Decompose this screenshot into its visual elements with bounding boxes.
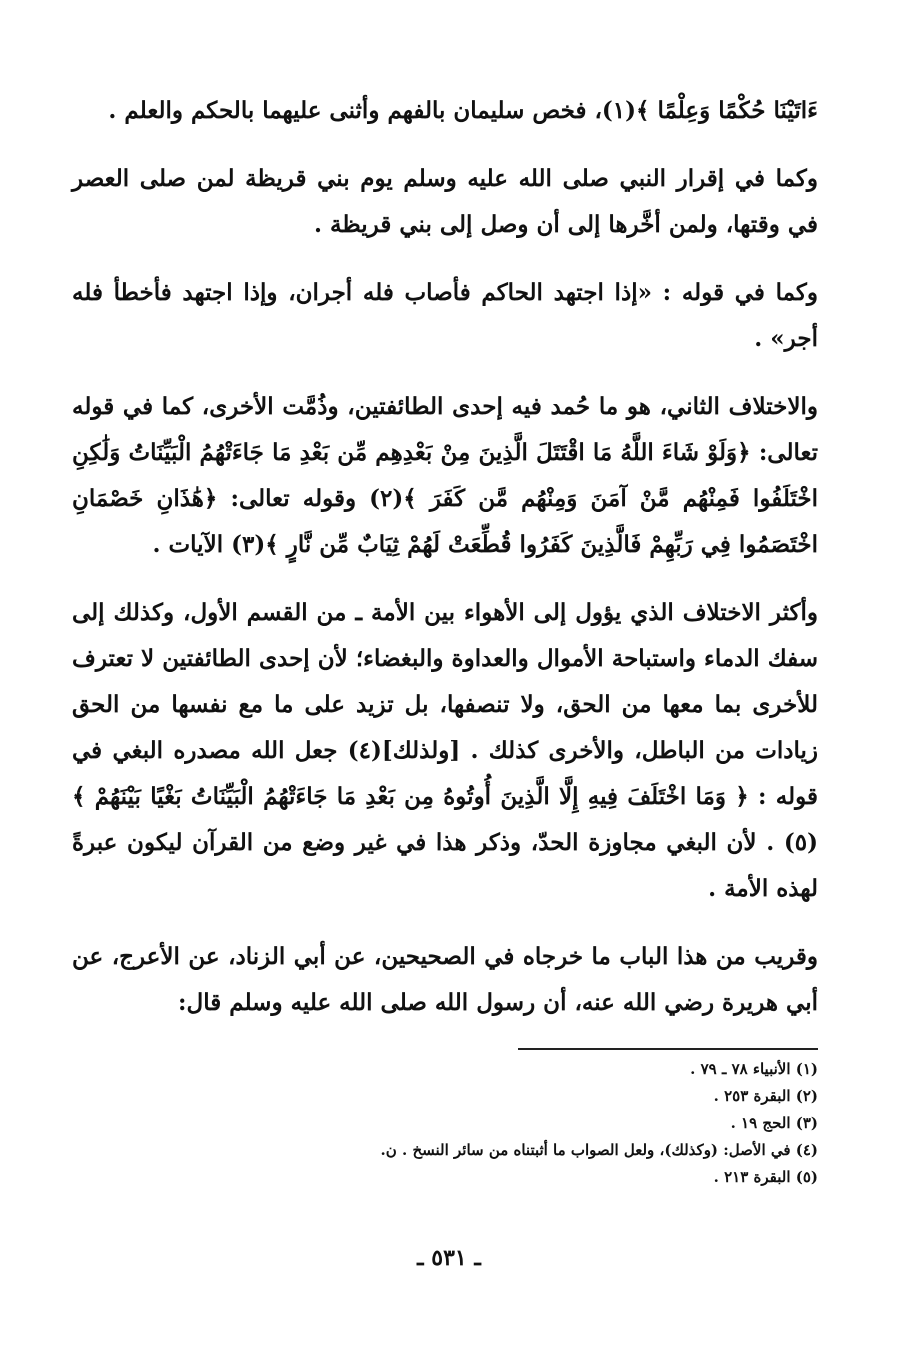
footnotes xyxy=(72,1056,818,1191)
paragraph-2: وكما في إقرار النبي صلى الله عليه وسلم يوم بني قريظة لمن صلى العصر في وقتها، ولمن أخَّرها إلى أن وصل إلى بني قريظة . xyxy=(72,165,818,238)
footnote-2: (٢) البقرة ٢٥٣ . xyxy=(713,1087,818,1105)
paragraph-5: وأكثر الاختلاف الذي يؤول إلى الأهواء بين الأمة ـ من القسم الأول، وكذلك إلى سفك الدماء واستباحة الأموال والعداوة والبغضاء؛ لأن إحدى الطائفتين لا تعترف للأخرى بما معها من الحق، ولا تنصفها، بل تزيد على ما مع نفسها من الحق زيادات من الباطل، والأخرى كذلك . [ولذلك](٤) جعل الله مصدره البغي في قوله : ﴿ وَمَا اخْتَلَفَ فِيهِ إِلَّا الَّذِينَ أُوتُوهُ مِن بَعْدِ مَا جَاءَتْهُمُ الْبَيِّنَاتُ بَغْيًا بَيْنَهُمْ ﴾(٥) . لأن البغي مجاوزة الحدّ، وذكر هذا في غير وضع من القرآن ليكون عبرةً لهذه الأمة . xyxy=(72,599,818,902)
footnote-5: (٥) البقرة ٢١٣ . xyxy=(713,1168,818,1186)
footnote-3: (٣) الحج ١٩ . xyxy=(730,1114,818,1132)
page-number: ـ ٥٣١ ـ xyxy=(417,1245,481,1271)
footnote-4: (٤) في الأصل: (وكذلك)، ولعل الصواب ما أثبتناه من سائر النسخ . ن. xyxy=(380,1141,818,1159)
footnote-1: (١) الأنبياء ٧٨ ـ ٧٩ . xyxy=(690,1060,818,1078)
paragraph-6: وقريب من هذا الباب ما خرجاه في الصحيحين، عن أبي الزناد، عن الأعرج، عن أبي هريرة رضي الله عنه، أن رسول الله صلى الله عليه وسلم قال: xyxy=(72,943,818,1016)
paragraph-4: والاختلاف الثاني، هو ما حُمد فيه إحدى الطائفتين، وذُمَّت الأخرى، كما في قوله تعالى: ﴿وَلَوْ شَاءَ اللَّهُ مَا اقْتَتَلَ الَّذِينَ مِنْ بَعْدِهِم مِّن بَعْدِ مَا جَاءَتْهُمُ الْبَيِّنَاتُ وَلَٰكِنِ اخْتَلَفُوا فَمِنْهُم مَّنْ آمَنَ وَمِنْهُم مَّن كَفَرَ ﴾(٢) وقوله تعالى: ﴿هَٰذَانِ خَصْمَانِ اخْتَصَمُوا فِي رَبِّهِمْ فَالَّذِينَ كَفَرُوا قُطِّعَتْ لَهُمْ ثِيَابٌ مِّن نَّارٍ ﴾(٣) الآيات . xyxy=(72,393,818,558)
footnote-divider xyxy=(518,1048,818,1050)
paragraph-3: وكما في قوله : «إذا اجتهد الحاكم فأصاب فله أجران، وإذا اجتهد فأخطأ فله أجر» . xyxy=(72,279,818,352)
paragraph-1: ءَاتَيْنَا حُكْمًا وَعِلْمًا ﴾(١)، فخص سليمان بالفهم وأثنى عليهما بالحكم والعلم . xyxy=(108,97,818,124)
